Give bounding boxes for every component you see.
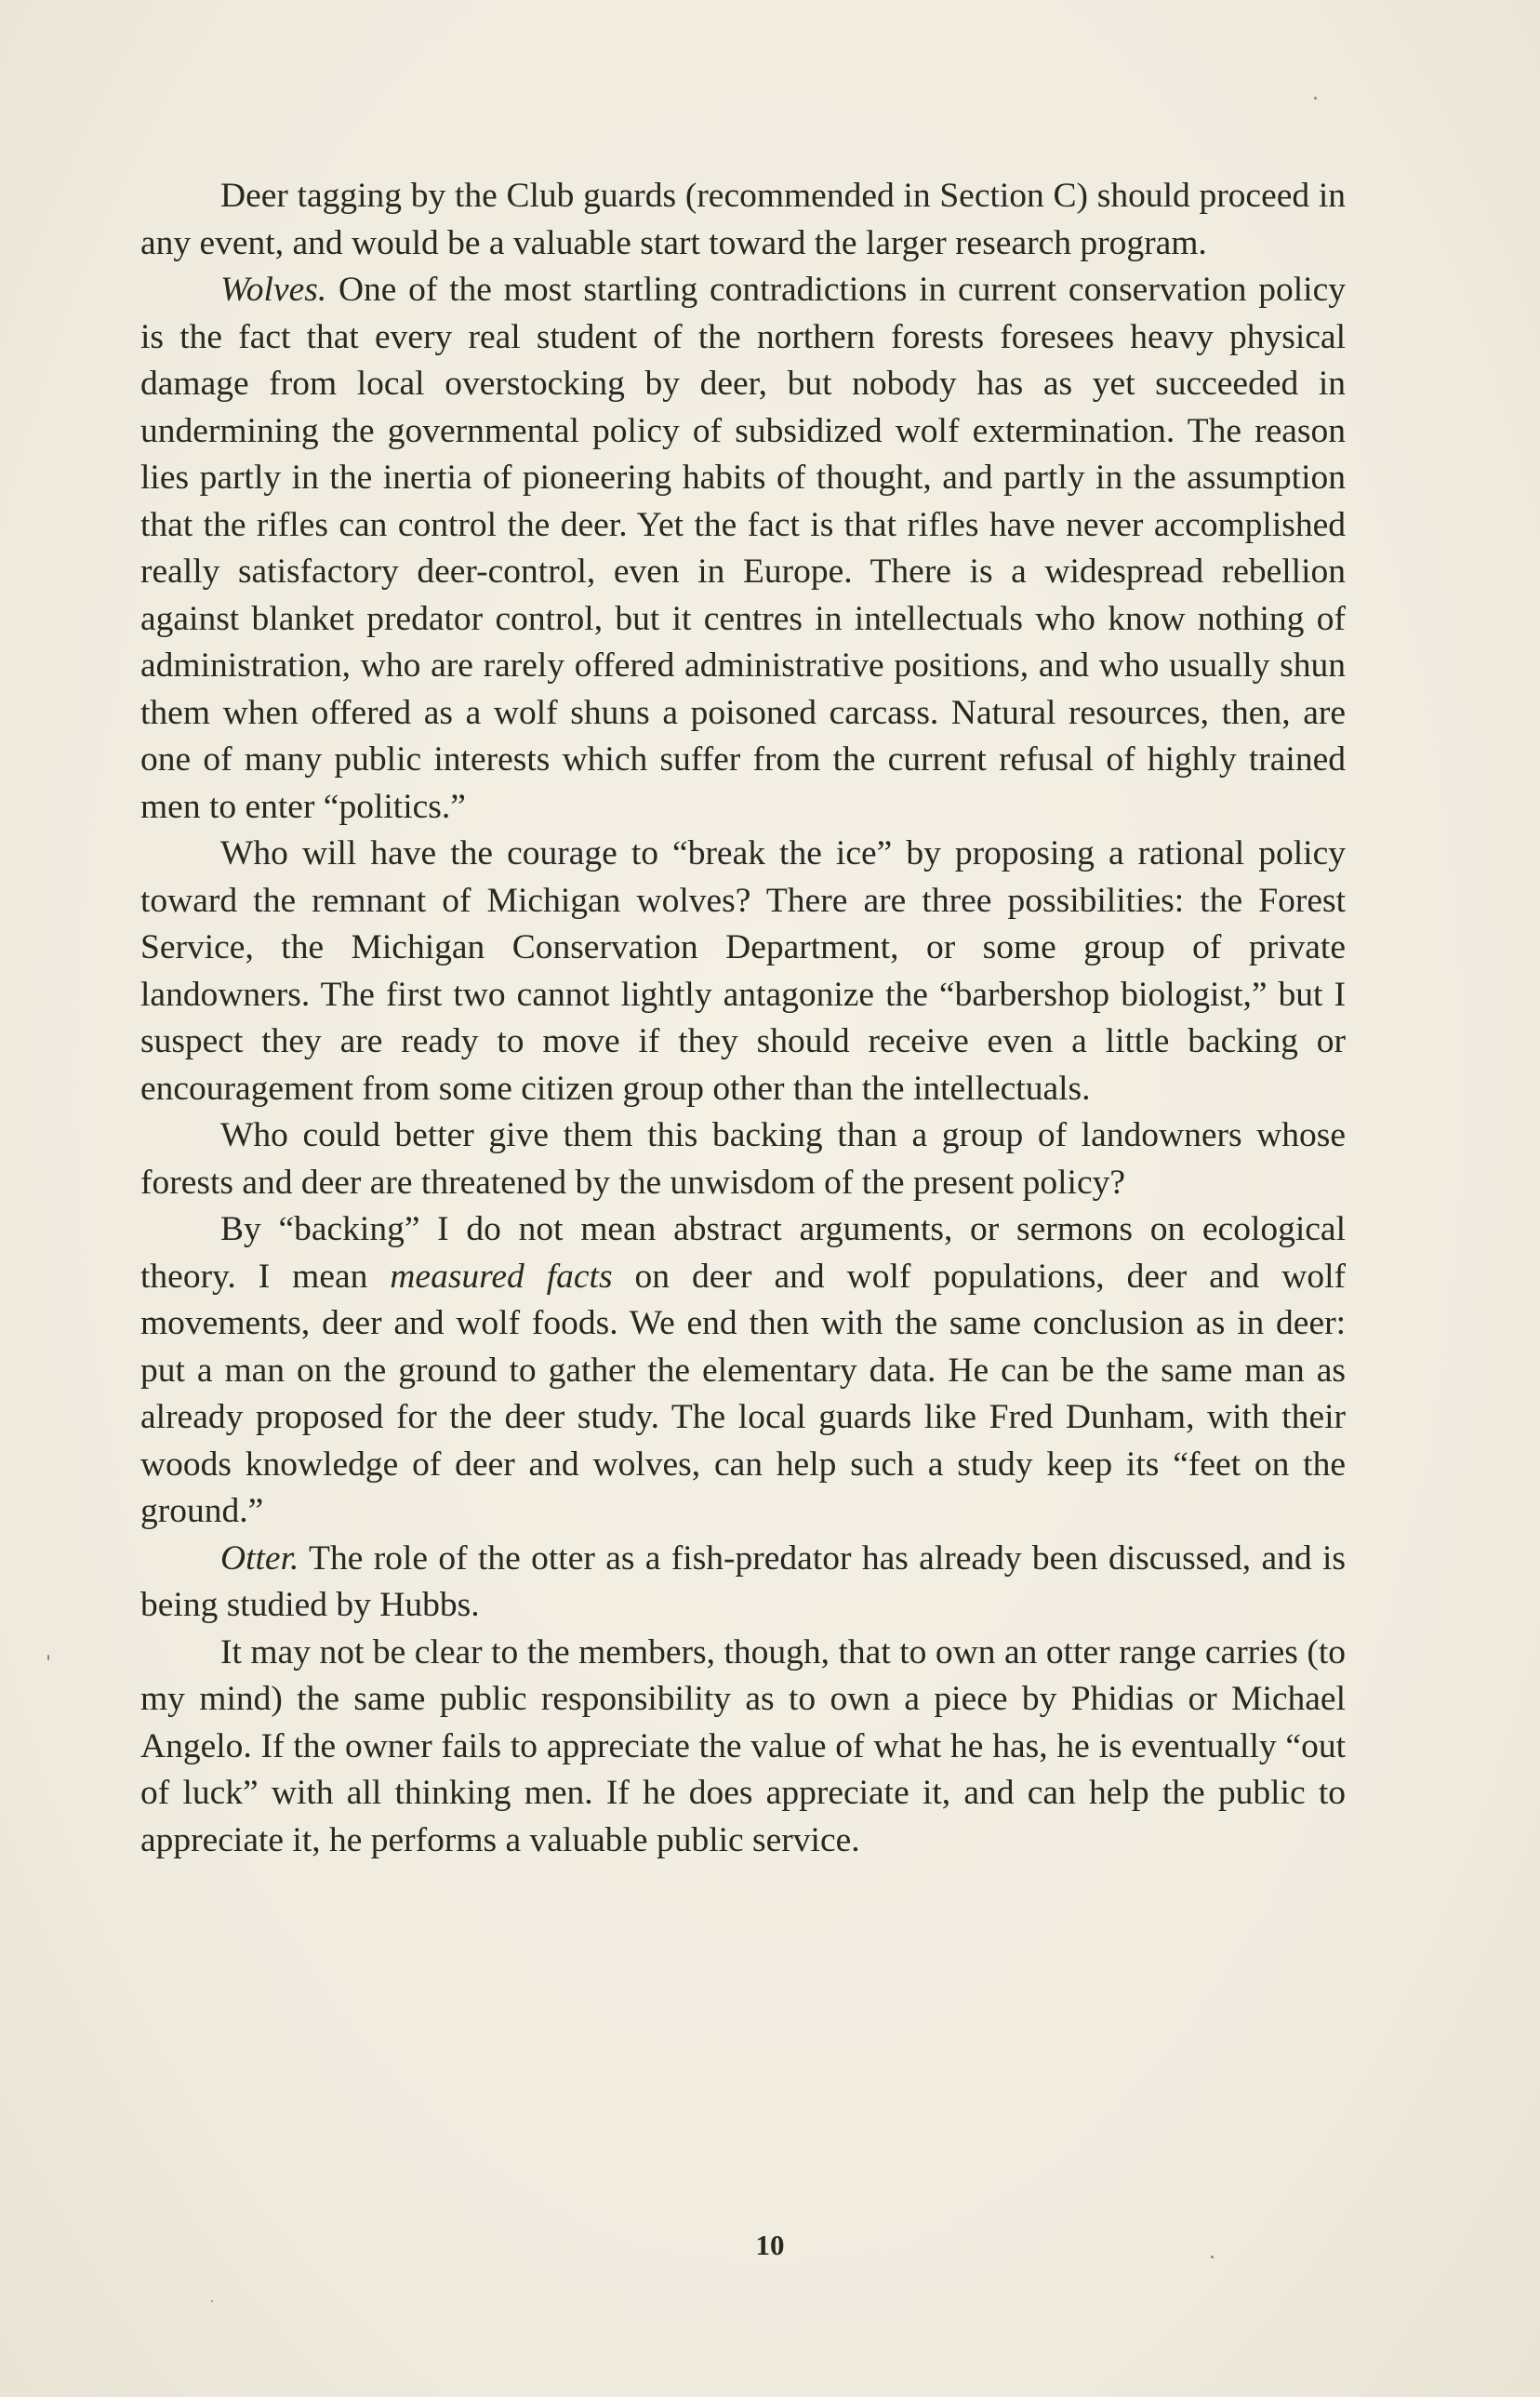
paper-speck [47, 1655, 49, 1660]
emphasis-measured-facts: measured facts [390, 1257, 613, 1296]
paragraph-text: The role of the otter as a fish-predator has already been discussed, and is being studied by Hubbs. [140, 1538, 1346, 1624]
paper-speck [211, 2300, 213, 2302]
section-lead-wolves: Wolves. [220, 271, 327, 309]
paragraph-text: Deer tagging by the Club guards (recommended in Section C) should proceed in any event, and would be a valuable start toward the larger research program. [140, 177, 1346, 262]
paragraph-wolves [140, 267, 1346, 831]
paragraph-text: on deer and wolf populations, deer and wolf movements, deer and wolf foods. We end then with the same conclusion as in deer: put a man on the ground to gather the elementary data. He can be the same man as already proposed for the deer study. The local guards like Fred Dunham, with their woods knowledge of deer and wolves, can help such a study keep its “feet on the ground.” [140, 1257, 1346, 1530]
paragraph-otter [140, 1536, 1346, 1630]
paragraph-otter-range [140, 1630, 1346, 1865]
paper-speck [1314, 97, 1317, 100]
paragraph-deer-tagging [140, 173, 1346, 267]
paragraph-text: Who could better give them this backing than a group of landowners whose forests and deer are threatened by the unwisdom of the present policy? [140, 1116, 1346, 1202]
section-lead-otter: Otter. [220, 1538, 299, 1578]
paragraph-backing [140, 1206, 1346, 1536]
paragraph-text: One of the most startling contradictions in current conservation policy is the fact that every real student of the northern forests foresees heavy physical damage from local overstocking by deer, but nobody has as yet succeeded in undermining the governmental policy of subsidized wolf extermination. The reason lies partly in the inertia of pioneering habits of thought, and partly in the assumption that the rifles can control the deer. Yet the fact is that rifles have never accomplished really satisfactory deer-control, even in Europe. There is a widespread rebellion against blanket predator control, but it centres in intellectuals who know nothing of administration, who are rarely offered administrative positions, and who usually shun them when offered as a wolf shuns a poisoned carcass. Natural resources, then, are one of many public interests which suffer from the current refusal of highly trained men to enter “politics.” [140, 271, 1346, 826]
body-text [140, 173, 1346, 1864]
page-number: 10 [755, 2229, 785, 2261]
paragraph-text: Who will have the courage to “break the ice” by proposing a rational policy toward the remnant of Michigan wolves? There are three possibilities: the Forest Service, the Michigan Conservation Department, or some group of private landowners. The first two cannot lightly antagonize the “barbershop biologist,” but I suspect they are ready to move if they should receive even a little backing or encouragement from some citizen group other than the intellectuals. [140, 834, 1346, 1108]
paragraph-landowners [140, 1112, 1346, 1206]
paragraph-text: By “backing” I do not mean abstract arguments, or sermons on ecological theory. I mean [140, 1210, 1346, 1296]
paragraph-text: It may not be clear to the members, though, that to own an otter range carries (to my mind) the same public responsibility as to own a piece by Phidias or Michael Angelo. If the owner fails to appreciate the value of what he has, he is eventually “out of luck” with all thinking men. If he does appreciate it, and can help the public to appreciate it, he performs a valuable public service. [140, 1632, 1346, 1859]
paragraph-break-the-ice [140, 831, 1346, 1112]
